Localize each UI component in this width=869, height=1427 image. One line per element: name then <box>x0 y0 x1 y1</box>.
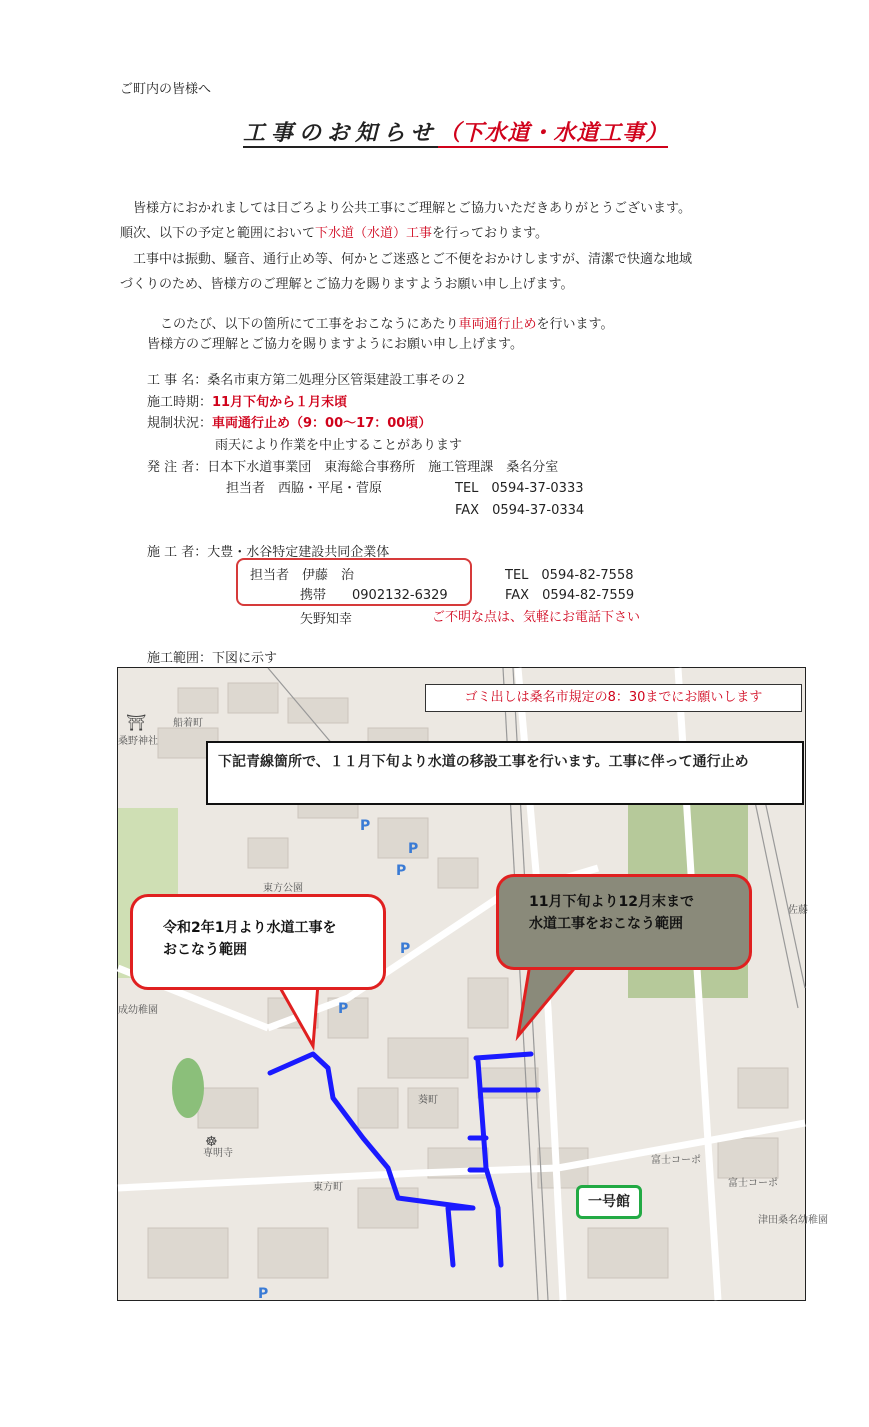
place-label: 船着町 <box>173 718 203 729</box>
place-label: 富士コーポ <box>728 1178 778 1189</box>
notice-line-2: 皆様方のご理解とご協力を賜りますようにお願い申し上げます。 <box>147 337 523 352</box>
building-label: 一号館 <box>576 1185 642 1219</box>
place-label: 成幼稚園 <box>118 1005 158 1016</box>
callout-right-text: 11月下旬より12月末まで 水道工事をおこなう範囲 <box>529 894 694 932</box>
temple-icon: ☸ <box>205 1134 218 1150</box>
contractor-fax: FAX 0594-82-7559 <box>505 588 635 603</box>
notice-line-1: このたび、以下の箇所にて工事をおこなうにあたり車両通行止めを行います。 <box>160 317 614 332</box>
client-fax: FAX 0594-37-0334 <box>455 503 585 518</box>
parking-icon: P <box>360 818 371 834</box>
contractor-tel: TEL 0594-82-7558 <box>505 568 634 583</box>
top-note: 下記青線箇所で、１１月下旬より水道の移設工事を行います。工事に伴って通行止め <box>218 754 749 770</box>
place-label: 東方公園 <box>263 883 303 894</box>
title-main: 工事のお知らせ <box>243 121 439 146</box>
parking-icon: P <box>338 1001 349 1017</box>
work-name: 工 事 名：桑名市東方第二処理分区管渠建設工事その２ <box>147 373 468 388</box>
construction-map <box>117 667 828 1302</box>
client: 発 注 者：日本下水道事業団 東海総合事務所 施工管理課 桑名分室 <box>147 460 559 475</box>
client-tel: TEL 0594-37-0333 <box>455 481 584 496</box>
place-label: 佐藤 <box>788 905 808 916</box>
intro-line-2: 順次、以下の予定と範囲において下水道（水道）工事を行っております。 <box>120 226 548 241</box>
callout-left <box>130 894 386 990</box>
contractor-staff: 担当者 伊藤 治 <box>250 568 355 583</box>
work-regulation: 規制状況：車両通行止め（9：00～17：00頃） <box>147 416 432 431</box>
place-label: 津田桑名幼稚園 <box>758 1215 828 1226</box>
callout-left-text: 令和2年1月より水道工事を おこなう範囲 <box>163 920 337 958</box>
place-label: 桑野神社 <box>118 736 158 747</box>
inquiry-note: ご不明な点は、気軽にお電話下さい <box>432 610 641 625</box>
intro-line-1: 皆様方におかれましては日ごろより公共工事にご理解とご協力いただきありがとうございます。 <box>133 201 691 216</box>
contractor-mobile: 携帯 0902132-6329 <box>300 588 448 603</box>
callout-right <box>496 874 752 970</box>
shrine-icon: ⛩ <box>126 713 147 732</box>
place-label: 富士コーポ <box>651 1155 701 1166</box>
top-note-box <box>206 741 804 805</box>
parking-icon: P <box>400 941 411 957</box>
intro-line-3: 工事中は振動、騒音、通行止め等、何かとご迷惑とご不便をおかけしますが、清潔で快適な地域 <box>133 252 693 267</box>
contractor: 施 工 者：大豊・水谷特定建設共同企業体 <box>147 545 390 560</box>
garbage-note: ゴミ出しは桑名市規定の8：30までにお願いします <box>425 684 802 712</box>
greeting: ご町内の皆様へ <box>120 82 212 97</box>
place-label: 葵町 <box>418 1095 438 1106</box>
title-sub: （下水道・水道工事） <box>438 121 669 146</box>
parking-icon: P <box>396 863 407 879</box>
place-label: 専明寺 <box>203 1148 233 1159</box>
client-staff: 担当者 西脇・平尾・菅原 <box>226 481 383 496</box>
page-title <box>243 116 668 147</box>
intro-line-4: づくりのため、皆様方のご理解とご協力を賜りますようお願い申し上げます。 <box>120 277 574 292</box>
rain-note: 雨天により作業を中止することがあります <box>215 438 463 453</box>
range: 施工範囲：下図に示す <box>147 651 278 666</box>
contractor-staff-2: 矢野知幸 <box>300 612 353 627</box>
work-period: 施工時期：11月下旬から１月末頃 <box>147 395 348 410</box>
place-label: 東方町 <box>313 1182 343 1193</box>
parking-icon: P <box>408 841 419 857</box>
temple-grove <box>172 1058 204 1118</box>
parking-icon: P <box>258 1286 269 1302</box>
